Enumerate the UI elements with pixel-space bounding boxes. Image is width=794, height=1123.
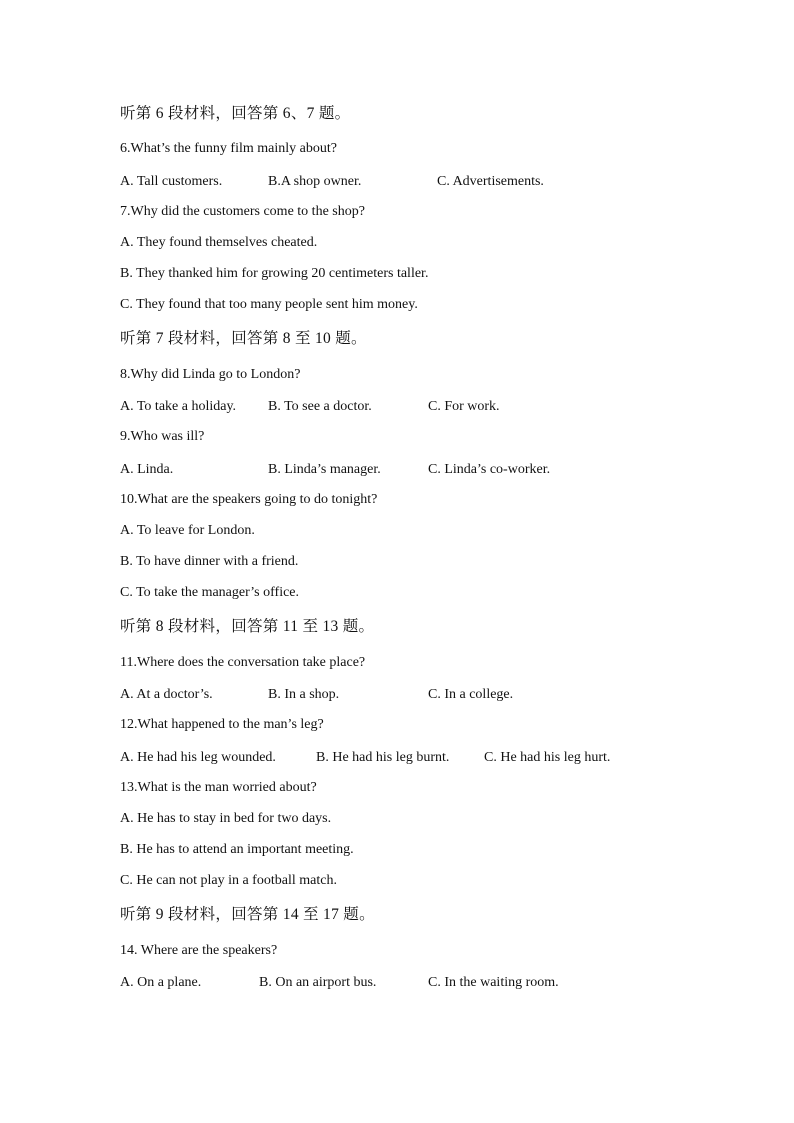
question-text: 6.What’s the funny film mainly about? <box>120 141 337 156</box>
option-c: C. They found that too many people sent him money. <box>120 297 418 312</box>
question-text: 9.Who was ill? <box>120 429 205 444</box>
question-text: 7.Why did the customers come to the shop? <box>120 204 365 219</box>
option-b: B. In a shop. <box>268 687 340 702</box>
option-b: B. He had his leg burnt. <box>316 750 450 765</box>
section-heading: 听第 6 段材料，回答第 6、7 题。 <box>120 105 351 122</box>
option-c: C. To take the manager’s office. <box>120 585 300 600</box>
option-a: A. To take a holiday. <box>120 399 237 414</box>
option-c: C. Linda’s co-worker. <box>428 462 551 477</box>
option-b: B. They thanked him for growing 20 centimeters taller. <box>120 266 429 281</box>
option-a: A. At a doctor’s. <box>120 687 213 702</box>
option-row <box>0 750 794 766</box>
option-b: B. On an airport bus. <box>259 975 377 990</box>
option-c: C. He can not play in a football match. <box>120 873 337 888</box>
option-c: C. In the waiting room. <box>428 975 559 990</box>
option-a: A. He has to stay in bed for two days. <box>120 811 332 826</box>
option-a: A. Tall customers. <box>120 174 223 189</box>
section-heading: 听第 8 段材料，回答第 11 至 13 题。 <box>120 618 375 635</box>
option-c: C. Advertisements. <box>437 174 544 189</box>
option-b: B. To see a doctor. <box>268 399 372 414</box>
option-row <box>0 687 794 703</box>
option-row <box>0 174 794 190</box>
option-b: B. To have dinner with a friend. <box>120 554 299 569</box>
question-text: 11.Where does the conversation take place? <box>120 655 366 670</box>
option-c: C. He had his leg hurt. <box>484 750 611 765</box>
question-text: 14. Where are the speakers? <box>120 943 278 958</box>
option-row <box>0 975 794 991</box>
option-a: A. Linda. <box>120 462 174 477</box>
section-heading: 听第 7 段材料，回答第 8 至 10 题。 <box>120 330 367 347</box>
option-row <box>0 399 794 415</box>
option-a: A. They found themselves cheated. <box>120 235 318 250</box>
question-text: 8.Why did Linda go to London? <box>120 367 301 382</box>
option-c: C. In a college. <box>428 687 514 702</box>
option-a: A. On a plane. <box>120 975 202 990</box>
question-text: 12.What happened to the man’s leg? <box>120 717 324 732</box>
question-text: 13.What is the man worried about? <box>120 780 317 795</box>
option-b: B. Linda’s manager. <box>268 462 381 477</box>
option-row <box>0 462 794 478</box>
option-c: C. For work. <box>428 399 500 414</box>
question-text: 10.What are the speakers going to do tonight? <box>120 492 378 507</box>
option-a: A. He had his leg wounded. <box>120 750 276 765</box>
option-a: A. To leave for London. <box>120 523 255 538</box>
option-b: B.A shop owner. <box>268 174 362 189</box>
option-b: B. He has to attend an important meeting. <box>120 842 354 857</box>
section-heading: 听第 9 段材料，回答第 14 至 17 题。 <box>120 906 375 923</box>
